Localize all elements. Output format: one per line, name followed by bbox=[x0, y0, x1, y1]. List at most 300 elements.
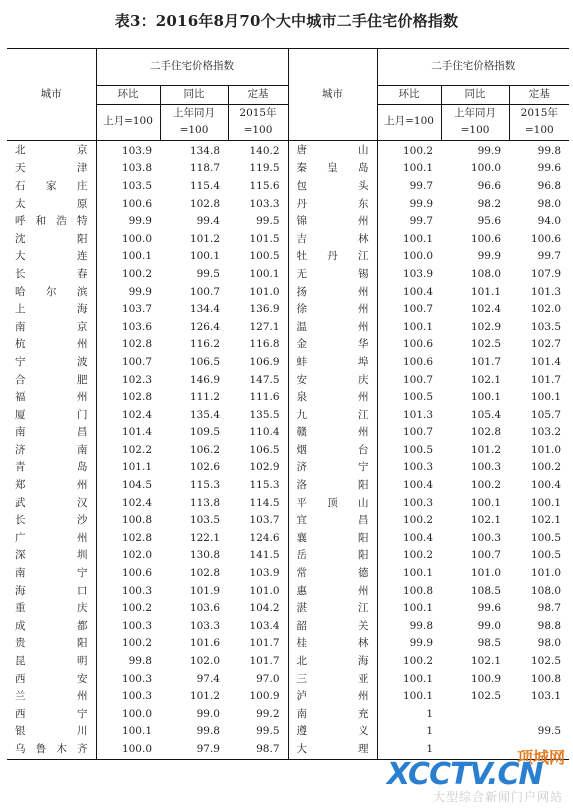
mom-value: 102.4 bbox=[121, 408, 152, 421]
mom-value: 101.3 bbox=[402, 408, 434, 421]
mom-value: 100.4 bbox=[402, 531, 434, 544]
mom-value: 100.1 bbox=[402, 690, 434, 703]
city-name bbox=[288, 706, 377, 724]
base-value: 141.5 bbox=[228, 547, 288, 565]
table-row bbox=[7, 618, 569, 636]
yoy-value: 135.4 bbox=[189, 408, 220, 421]
city-name bbox=[288, 512, 377, 530]
yoy-value: 126.4 bbox=[189, 320, 220, 333]
base-value: 106.9 bbox=[228, 354, 288, 372]
city-name-text: 呼和浩特 bbox=[15, 215, 88, 228]
yoy-value: 103.5 bbox=[189, 514, 220, 527]
city-name-text: 上海 bbox=[15, 303, 88, 316]
mom-value: 103.9 bbox=[402, 267, 434, 280]
city-name bbox=[288, 477, 377, 495]
city-name bbox=[288, 196, 377, 214]
city-name-text: 银川 bbox=[15, 725, 88, 738]
base-header-right: 定基 bbox=[509, 86, 569, 105]
table-row bbox=[7, 688, 569, 706]
city-name bbox=[7, 688, 96, 706]
yoy-value: 96.6 bbox=[477, 179, 502, 192]
table-row bbox=[7, 635, 569, 653]
yoy-value: 99.9 bbox=[477, 250, 502, 263]
base-value: 147.5 bbox=[228, 372, 288, 390]
city-name bbox=[7, 407, 96, 425]
yoy-value: 102.8 bbox=[189, 567, 220, 580]
yoy-value: 98.5 bbox=[477, 637, 502, 650]
city-name-text: 桂林 bbox=[296, 637, 369, 650]
mom-value: 99.9 bbox=[128, 215, 152, 228]
base-value: 102.9 bbox=[228, 459, 288, 477]
yoy-value: 102.5 bbox=[470, 338, 502, 351]
city-name bbox=[7, 477, 96, 495]
yoy-value: 100.0 bbox=[470, 162, 502, 175]
city-name bbox=[7, 459, 96, 477]
city-name-text: 哈尔滨 bbox=[15, 285, 88, 298]
base-value: 99.6 bbox=[537, 162, 562, 175]
yoy-value: 100.9 bbox=[470, 672, 502, 685]
base-value: 100.5 bbox=[530, 531, 562, 544]
yoy-value: 97.4 bbox=[196, 672, 220, 685]
mom-value: 99.9 bbox=[409, 637, 434, 650]
yoy-value: 108.5 bbox=[470, 584, 502, 597]
city-name-text: 乌鲁木齐 bbox=[15, 742, 88, 755]
base-value: 127.1 bbox=[228, 319, 288, 337]
city-name bbox=[288, 389, 377, 407]
mom-value: 102.8 bbox=[121, 531, 152, 544]
table-row bbox=[7, 442, 569, 460]
city-name bbox=[288, 688, 377, 706]
city-name-text: 牡丹江 bbox=[296, 250, 369, 263]
table-row bbox=[7, 178, 569, 196]
city-name bbox=[7, 706, 96, 724]
city-header-right: 城市 bbox=[288, 49, 377, 141]
city-name-text: 太原 bbox=[15, 197, 88, 210]
base-value: 102.1 bbox=[530, 514, 562, 527]
watermark-logo bbox=[387, 743, 569, 805]
table-row bbox=[7, 389, 569, 407]
yoy-value: 113.8 bbox=[189, 496, 220, 509]
city-name-text: 重庆 bbox=[15, 602, 88, 615]
city-name-text: 成都 bbox=[15, 619, 88, 632]
city-name-text: 北京 bbox=[15, 143, 88, 156]
base-value: 98.0 bbox=[537, 197, 562, 210]
base-value: 116.8 bbox=[228, 336, 288, 354]
base-value: 101.7 bbox=[228, 653, 288, 671]
table-body bbox=[7, 140, 569, 759]
city-name bbox=[7, 336, 96, 354]
city-name-text: 安庆 bbox=[296, 373, 369, 386]
city-name-text: 长春 bbox=[15, 267, 88, 280]
city-name-text: 包头 bbox=[296, 179, 369, 192]
city-name bbox=[7, 248, 96, 266]
mom-value: 101.1 bbox=[121, 461, 152, 474]
city-name-text: 韶关 bbox=[296, 619, 369, 632]
mom-value: 100.2 bbox=[402, 549, 434, 562]
table-row bbox=[7, 459, 569, 477]
city-name-text: 蚌埠 bbox=[296, 355, 369, 368]
yoy-value: 100.2 bbox=[470, 479, 502, 492]
city-name bbox=[288, 424, 377, 442]
yoy-value: 99.5 bbox=[196, 267, 220, 280]
mom-value: 99.7 bbox=[409, 179, 434, 192]
city-name-text: 昆明 bbox=[15, 655, 88, 667]
base-value: 107.9 bbox=[530, 267, 562, 280]
city-name-text: 宁波 bbox=[15, 355, 88, 368]
city-name bbox=[288, 248, 377, 266]
base-value: 135.5 bbox=[228, 407, 288, 425]
mom-value: 100.1 bbox=[402, 232, 434, 245]
base-value: 99.8 bbox=[537, 144, 562, 157]
yoy-value: 101.2 bbox=[189, 232, 220, 245]
table-row bbox=[7, 301, 569, 319]
yoy-value: 134.4 bbox=[189, 303, 220, 316]
mom-value: 100.6 bbox=[121, 197, 152, 210]
city-name-text: 温州 bbox=[296, 320, 369, 333]
city-name bbox=[288, 140, 377, 160]
base-value: 101.0 bbox=[228, 284, 288, 302]
base-value: 136.9 bbox=[228, 301, 288, 319]
city-name-text: 徐州 bbox=[296, 303, 369, 316]
city-name bbox=[288, 354, 377, 372]
city-name-text: 广州 bbox=[15, 531, 88, 544]
mom-value: 103.9 bbox=[121, 144, 152, 157]
mom-value: 100.7 bbox=[402, 426, 434, 439]
city-name-text: 三亚 bbox=[296, 672, 369, 685]
table-row bbox=[7, 723, 569, 741]
city-name bbox=[7, 565, 96, 583]
base-value: 100.1 bbox=[530, 496, 562, 509]
mom-value: 101.4 bbox=[121, 426, 152, 439]
yoy-value bbox=[441, 706, 509, 724]
yoy-value: 118.7 bbox=[189, 162, 220, 175]
city-name bbox=[7, 196, 96, 214]
yoy-value: 102.9 bbox=[470, 320, 502, 333]
group-header-left: 二手住宅价格指数 bbox=[96, 49, 288, 86]
table-row bbox=[7, 583, 569, 601]
yoy-value: 102.5 bbox=[470, 690, 502, 703]
mom-value: 1 bbox=[426, 725, 434, 738]
yoy-value: 102.4 bbox=[470, 303, 502, 316]
table-row bbox=[7, 372, 569, 390]
city-name bbox=[7, 231, 96, 249]
yoy-value: 99.0 bbox=[196, 707, 220, 720]
table-row bbox=[7, 248, 569, 266]
mom-value: 100.5 bbox=[402, 443, 434, 456]
yoy-value: 122.1 bbox=[189, 531, 220, 544]
table-row bbox=[7, 512, 569, 530]
city-name bbox=[7, 547, 96, 565]
mom-value: 100.1 bbox=[402, 672, 434, 685]
city-name-text: 大理 bbox=[296, 742, 369, 755]
base-value: 100.6 bbox=[530, 232, 562, 245]
table-row bbox=[7, 231, 569, 249]
yoy-value: 100.3 bbox=[470, 461, 502, 474]
yoy-value: 102.8 bbox=[470, 426, 502, 439]
city-name bbox=[288, 178, 377, 196]
city-name bbox=[7, 354, 96, 372]
yoy-value: 99.9 bbox=[477, 144, 502, 157]
base-value: 101.7 bbox=[530, 373, 562, 386]
base-value: 99.5 bbox=[537, 725, 562, 738]
city-name-text: 平顶山 bbox=[296, 496, 369, 509]
mom-value: 99.8 bbox=[128, 655, 152, 667]
base-value: 114.5 bbox=[228, 495, 288, 513]
base-value: 101.0 bbox=[530, 567, 562, 580]
page-title: 表3：2016年8月70个大中城市二手住宅价格指数 bbox=[114, 12, 459, 30]
base-value: 98.8 bbox=[537, 619, 562, 632]
city-name bbox=[7, 178, 96, 196]
city-name-text: 襄阳 bbox=[296, 531, 369, 544]
mom-value: 100.1 bbox=[121, 725, 152, 738]
yoy-value: 106.5 bbox=[189, 355, 220, 368]
mom-value: 100.3 bbox=[121, 619, 152, 632]
yoy-value: 105.4 bbox=[470, 408, 502, 421]
base-value: 101.5 bbox=[228, 231, 288, 249]
group-header-right: 二手住宅价格指数 bbox=[377, 49, 569, 86]
base-value: 103.3 bbox=[228, 196, 288, 214]
table-header bbox=[7, 49, 569, 141]
city-name bbox=[288, 547, 377, 565]
mom-value: 100.6 bbox=[402, 338, 434, 351]
yoy-value: 102.1 bbox=[470, 373, 502, 386]
mom-value: 100.5 bbox=[402, 391, 434, 404]
yoy-value: 101.2 bbox=[189, 690, 220, 703]
base-value: 110.4 bbox=[228, 424, 288, 442]
city-name-text: 秦皇岛 bbox=[296, 162, 369, 175]
mom-value: 100.2 bbox=[402, 144, 434, 157]
yoy-value: 102.1 bbox=[470, 655, 502, 667]
mom-value: 102.0 bbox=[121, 549, 152, 562]
yoy-value: 100.3 bbox=[470, 531, 502, 544]
mom-value: 104.5 bbox=[121, 479, 152, 492]
base-value: 100.2 bbox=[530, 461, 562, 474]
base-value: 98.0 bbox=[537, 637, 562, 650]
city-name-text: 沈阳 bbox=[15, 232, 88, 245]
yoy-value: 102.1 bbox=[470, 514, 502, 527]
city-name bbox=[288, 213, 377, 231]
yoy-value: 100.1 bbox=[189, 250, 220, 263]
city-name-text: 金华 bbox=[296, 338, 369, 351]
city-name bbox=[7, 140, 96, 160]
yoy-value: 99.4 bbox=[196, 215, 220, 228]
city-name-text: 武汉 bbox=[15, 496, 88, 509]
city-name bbox=[7, 424, 96, 442]
base-value: 101.3 bbox=[530, 285, 562, 298]
base-value: 102.0 bbox=[530, 303, 562, 316]
table-row bbox=[7, 284, 569, 302]
city-name-text: 青岛 bbox=[15, 461, 88, 474]
base-value: 100.1 bbox=[228, 266, 288, 284]
mom-value: 100.1 bbox=[402, 567, 434, 580]
mom-value: 100.3 bbox=[121, 672, 152, 685]
city-name-text: 石家庄 bbox=[15, 179, 88, 192]
yoy-value bbox=[441, 723, 509, 741]
city-name bbox=[288, 301, 377, 319]
yoy-value: 103.6 bbox=[189, 602, 220, 615]
mom-value: 99.9 bbox=[128, 285, 152, 298]
city-name bbox=[288, 407, 377, 425]
yoy-value: 116.2 bbox=[189, 338, 220, 351]
city-name bbox=[7, 600, 96, 618]
mom-value: 102.4 bbox=[121, 496, 152, 509]
base-value: 103.5 bbox=[530, 320, 562, 333]
city-name-text: 合肥 bbox=[15, 373, 88, 386]
base-value: 96.8 bbox=[537, 179, 562, 192]
yoy-value: 98.2 bbox=[477, 197, 502, 210]
table-row bbox=[7, 547, 569, 565]
base-value: 108.0 bbox=[530, 584, 562, 597]
watermark-sub: 大型综合新闻门户网站 bbox=[432, 790, 563, 804]
city-name bbox=[7, 512, 96, 530]
mom-value: 100.0 bbox=[121, 707, 152, 720]
yoy-value: 130.8 bbox=[189, 549, 220, 562]
city-name-text: 郑州 bbox=[15, 479, 88, 492]
base-value: 111.6 bbox=[228, 389, 288, 407]
table-row bbox=[7, 213, 569, 231]
yoy-value: 103.3 bbox=[189, 619, 220, 632]
city-name bbox=[7, 284, 96, 302]
table-row bbox=[7, 140, 569, 160]
city-name bbox=[7, 301, 96, 319]
yoy-value: 100.7 bbox=[470, 549, 502, 562]
table-row bbox=[7, 319, 569, 337]
mom-value: 100.6 bbox=[121, 567, 152, 580]
base-value: 99.2 bbox=[228, 706, 288, 724]
base-header-left: 定基 bbox=[228, 86, 288, 105]
yoy-value: 99.6 bbox=[477, 602, 502, 615]
city-name-text: 南宁 bbox=[15, 567, 88, 580]
city-name bbox=[288, 583, 377, 601]
mom-value: 100.3 bbox=[402, 461, 434, 474]
city-name bbox=[7, 635, 96, 653]
city-name-text: 长沙 bbox=[15, 514, 88, 527]
base-value bbox=[509, 706, 569, 724]
city-name-text: 赣州 bbox=[296, 426, 369, 439]
mom-value: 103.8 bbox=[121, 162, 152, 175]
mom-value: 100.7 bbox=[402, 373, 434, 386]
city-name bbox=[7, 266, 96, 284]
city-name-text: 宜昌 bbox=[296, 514, 369, 527]
city-name bbox=[7, 653, 96, 671]
yoy-value: 111.2 bbox=[189, 391, 220, 404]
yoy-value: 97.9 bbox=[160, 741, 228, 759]
city-name-text: 南昌 bbox=[15, 426, 88, 439]
city-name bbox=[7, 442, 96, 460]
yoy-value: 102.0 bbox=[189, 655, 220, 667]
yoy-value: 100.1 bbox=[470, 496, 502, 509]
city-name-text: 遵义 bbox=[296, 725, 369, 738]
city-header-left: 城市 bbox=[7, 49, 96, 141]
city-name-text: 湛江 bbox=[296, 602, 369, 615]
city-name-text: 泸州 bbox=[296, 690, 369, 703]
city-name bbox=[7, 530, 96, 548]
city-name-text: 海口 bbox=[15, 584, 88, 597]
city-name-text: 贵阳 bbox=[15, 637, 88, 650]
base-value: 119.5 bbox=[228, 160, 288, 178]
base-value: 103.2 bbox=[530, 426, 562, 439]
mom-value: 102.8 bbox=[121, 338, 152, 351]
base-value: 103.7 bbox=[228, 512, 288, 530]
city-name bbox=[7, 372, 96, 390]
yoy-sub-left: 上年同月=100 bbox=[160, 104, 228, 140]
table-row bbox=[7, 495, 569, 513]
city-name bbox=[288, 160, 377, 178]
mom-value: 100.1 bbox=[402, 602, 434, 615]
base-value: 115.3 bbox=[228, 477, 288, 495]
city-name-text: 锦州 bbox=[296, 215, 369, 228]
city-name bbox=[288, 284, 377, 302]
city-name bbox=[288, 565, 377, 583]
yoy-value: 115.4 bbox=[189, 179, 220, 192]
city-name bbox=[288, 319, 377, 337]
mom-value: 100.2 bbox=[121, 637, 152, 650]
table-row bbox=[7, 424, 569, 442]
city-name-text: 丹东 bbox=[296, 197, 369, 210]
city-name-text: 泉州 bbox=[296, 391, 369, 404]
table-row bbox=[7, 671, 569, 689]
mom-value: 103.6 bbox=[121, 320, 152, 333]
yoy-value: 101.1 bbox=[470, 285, 502, 298]
city-name bbox=[288, 372, 377, 390]
city-name bbox=[288, 723, 377, 741]
city-name bbox=[7, 213, 96, 231]
city-name-text: 唐山 bbox=[296, 143, 369, 156]
city-name-text: 烟台 bbox=[296, 443, 369, 456]
city-name-text: 吉林 bbox=[296, 232, 369, 245]
city-name-text: 岳阳 bbox=[296, 549, 369, 562]
table-row bbox=[7, 600, 569, 618]
table-row bbox=[7, 354, 569, 372]
mom-value: 102.8 bbox=[121, 391, 152, 404]
base-value: 97.0 bbox=[228, 671, 288, 689]
mom-value: 102.3 bbox=[121, 373, 152, 386]
mom-value: 100.8 bbox=[402, 584, 434, 597]
table-row bbox=[7, 706, 569, 724]
city-name-text: 天津 bbox=[15, 162, 88, 175]
city-name-text: 九江 bbox=[296, 408, 369, 421]
mom-value: 100.7 bbox=[402, 303, 434, 316]
yoy-value: 99.0 bbox=[477, 619, 502, 632]
table-row bbox=[7, 653, 569, 671]
yoy-value: 101.9 bbox=[189, 584, 220, 597]
base-value: 98.7 bbox=[228, 741, 288, 759]
yoy-value: 100.6 bbox=[470, 232, 502, 245]
mom-value: 100.1 bbox=[402, 320, 434, 333]
yoy-header-right: 同比 bbox=[441, 86, 509, 105]
yoy-value: 102.8 bbox=[189, 197, 220, 210]
yoy-value: 108.0 bbox=[470, 267, 502, 280]
base-value: 103.4 bbox=[228, 618, 288, 636]
base-value: 100.1 bbox=[530, 391, 562, 404]
city-name bbox=[288, 653, 377, 671]
mom-sub-left: 上月=100 bbox=[96, 104, 160, 140]
city-name-text: 北海 bbox=[296, 655, 369, 667]
city-name-text: 深圳 bbox=[15, 549, 88, 562]
mom-sub-right: 上月=100 bbox=[377, 104, 441, 140]
base-value: 100.4 bbox=[530, 479, 562, 492]
city-name bbox=[7, 160, 96, 178]
yoy-value: 100.7 bbox=[189, 285, 220, 298]
watermark-tag: 项城网 bbox=[516, 748, 565, 767]
base-value: 101.7 bbox=[228, 635, 288, 653]
base-value: 140.2 bbox=[228, 140, 288, 160]
yoy-value: 146.9 bbox=[189, 373, 220, 386]
base-value: 100.5 bbox=[228, 248, 288, 266]
city-name bbox=[7, 389, 96, 407]
city-name bbox=[7, 319, 96, 337]
mom-value: 100.1 bbox=[121, 250, 152, 263]
